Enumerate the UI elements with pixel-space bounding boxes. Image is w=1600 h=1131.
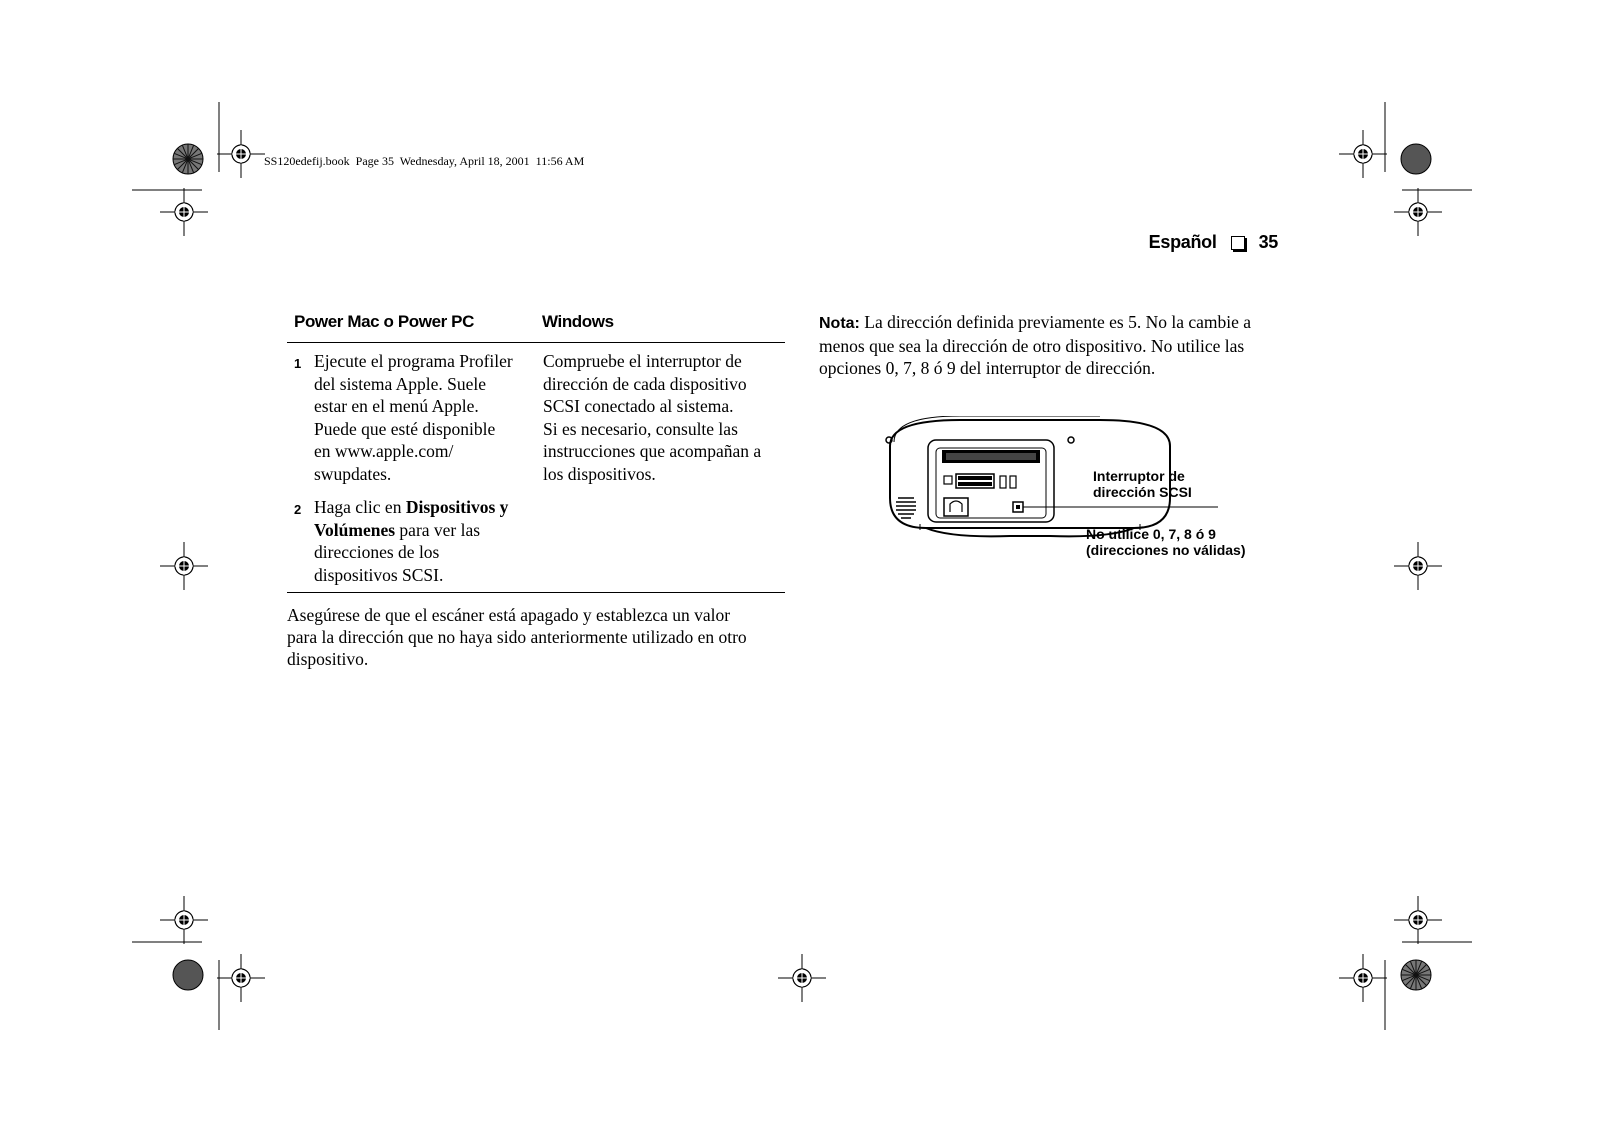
page-number: 35	[1258, 232, 1278, 252]
step-number: 2	[294, 502, 302, 517]
table-header-windows: Windows	[542, 312, 614, 331]
table-header-mac: Power Mac o Power PC	[294, 312, 474, 331]
table-top-rule	[287, 342, 785, 343]
callout-invalid-addresses: No utilice 0, 7, 8 ó 9 (direcciones no válidas)	[1086, 526, 1246, 558]
box-glyph-icon	[1231, 236, 1245, 250]
callout-scsi-switch: Interruptor de dirección SCSI	[1093, 468, 1192, 500]
body-paragraph: Asegúrese de que el escáner está apagado y establezca un valor para la dirección que no haya sido anteriormente utilizado en otro dispositivo.	[287, 605, 747, 669]
section-name: Español	[1148, 232, 1217, 252]
step-number: 1	[294, 356, 302, 371]
table-bottom-rule	[287, 592, 785, 593]
step-1-text: Ejecute el programa Profiler del sistema Apple. Suele estar en el menú Apple. Puede que esté disponible en www.apple.com/ swupdates.	[314, 351, 513, 484]
windows-text: Compruebe el interruptor de dirección de cada dispositivo SCSI conectado al sistema. Si es necesario, consulte las instrucciones que acompañan a los dispositivos.	[543, 351, 762, 484]
running-head	[1149, 232, 1278, 253]
note-label: Nota:	[819, 315, 860, 332]
step-2-text: Haga clic en Dispositivos y Volúmenes para ver las direcciones de los dispositivos SCSI.	[314, 497, 509, 585]
note-paragraph: Nota: La dirección definida previamente es 5. No la cambie a menos que sea la dirección de otro dispositivo. No utilice las opciones 0, 7, 8 ó 9 del interruptor de dirección.	[819, 312, 1252, 378]
print-slug: SS120edefij.book Page 35 Wednesday, April 18, 2001 11:56 AM	[264, 154, 585, 168]
